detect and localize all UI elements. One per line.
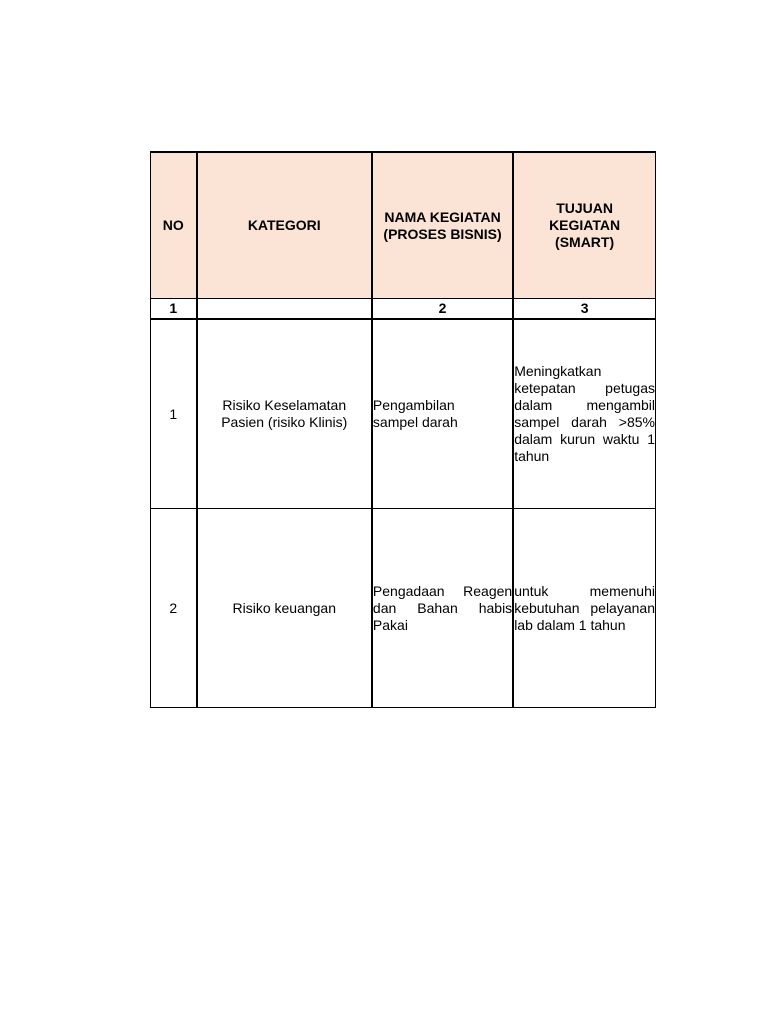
column-number-tujuan-kegiatan: 3 [513,299,655,320]
row-kategori: Risiko Keselamatan Pasien (risiko Klinis) [197,319,372,509]
row-nama-kegiatan: Pengambilan sampel darah [372,319,513,509]
header-tujuan-kegiatan: TUJUAN KEGIATAN (SMART) [513,152,655,299]
risk-table [150,151,656,708]
row-nama-kegiatan: Pengadaan Reagen dan Bahan habis Pakai [372,509,513,708]
row-kategori: Risiko keuangan [197,509,372,708]
column-number-row [151,299,656,320]
column-number-no: 1 [151,299,197,320]
table-header-row [151,152,656,299]
row-no: 1 [151,319,197,509]
row-no: 2 [151,509,197,708]
table-row [151,509,656,708]
row-tujuan-kegiatan: untuk memenuhi kebutuhan pelayanan lab dalam 1 tahun [513,509,655,708]
column-number-nama-kegiatan: 2 [372,299,513,320]
row-tujuan-kegiatan: Meningkatkan ketepatan petugas dalam mengambil sampel darah >85% dalam kurun waktu 1 tahun [513,319,655,509]
table-row [151,319,656,509]
header-no: NO [151,152,197,299]
header-nama-kegiatan: NAMA KEGIATAN (PROSES BISNIS) [372,152,513,299]
header-kategori: KATEGORI [197,152,372,299]
column-number-kategori [197,299,372,320]
